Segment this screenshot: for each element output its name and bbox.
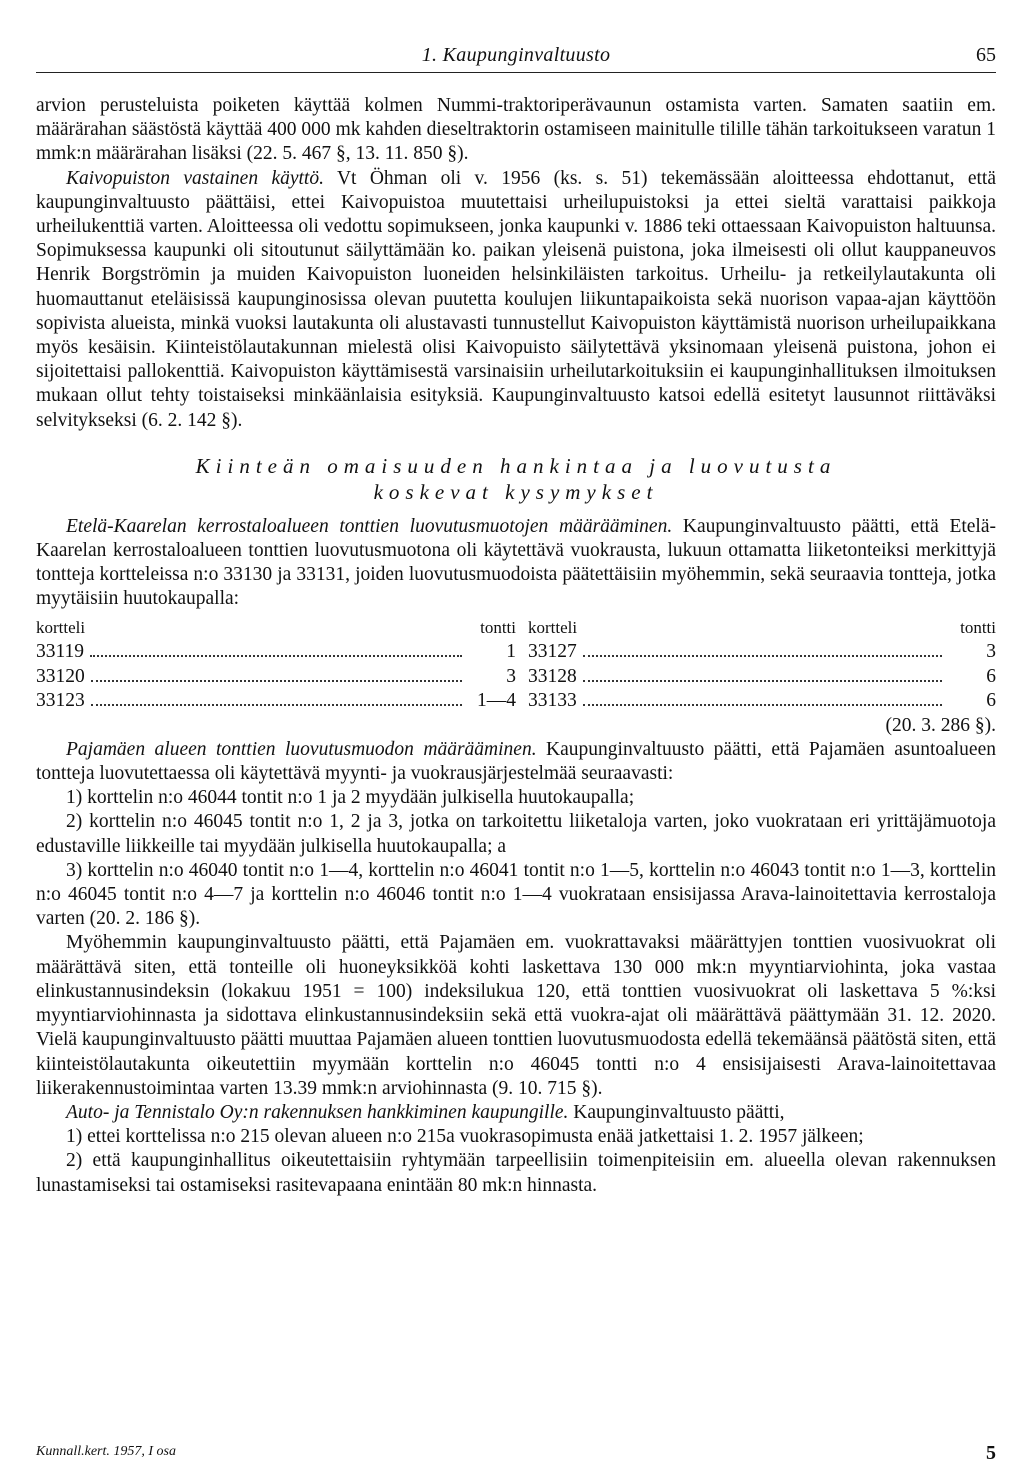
- table-row: [36, 665, 996, 690]
- table-row: [36, 689, 996, 714]
- header-title: 1. Kaupunginvaltuusto: [421, 44, 611, 66]
- kortteli-value: 33119: [36, 641, 85, 663]
- header-rule: [36, 72, 996, 73]
- dot-leader: [583, 680, 942, 682]
- table-cell: [36, 689, 468, 714]
- tontti-value: 1: [506, 641, 516, 663]
- section-heading-line-1: Kiinteän omaisuuden hankintaa ja luovutusta: [195, 453, 837, 478]
- paragraph-title: Etelä-Kaarelan kerrostaloalueen tonttien luovutusmuotojen määrääminen.: [66, 515, 673, 537]
- footer-signature: 5: [986, 1442, 996, 1464]
- running-header: [36, 40, 996, 70]
- body-text: [36, 94, 996, 1198]
- table-header: kortteli: [528, 617, 578, 637]
- paragraph-kaivopuisto: [36, 167, 996, 433]
- dot-leader: [583, 655, 942, 657]
- dot-leader: [91, 680, 462, 682]
- paragraph-tennistalo: [36, 1101, 996, 1125]
- kortteli-value: 33128: [528, 665, 577, 687]
- paragraph-pajamaki: [36, 738, 996, 786]
- footer-source: Kunnall.kert. 1957, I osa: [36, 1444, 176, 1459]
- paragraph-title: Pajamäen alueen tonttien luovutusmuodon määrääminen.: [66, 738, 537, 760]
- lot-table: [36, 616, 996, 714]
- paragraph-text: Vt Öhman oli v. 1956 (ks. s. 51) tekemässään aloitteessa ehdottanut, että kaupunginvaltuusto päättäisi, ettei Kaivopuistoa muutettaisi urheilupuistoksi ja ettei sieltä varattaisi paikkoja urheilukenttiä varten. Aloitteessa oli vedottu sopimukseen, jonka kaupunki v. 1886 teki ottaessaan Kaivopuiston haltuunsa. Sopimuksessa kaupunki oli sitoutunut säilyttämään ko. paikan yleisenä puistona, joka ilmeisesti oli ollut kauppaneuvos Henrik Borgströmin ja muiden Kaivopuiston luoneiden helsinkiläisten tarkoitus. Urheilu- ja retkeilylautakunta oli huomauttanut eteläisissä kaupunginosissa olevan puutetta koulujen liikuntapaikoista sekä nuorison vapaa-ajan käyttöön sopivista alueista, minkä vuoksi lautakunta oli alustavasti tunnustellut Kaivopuiston käyttämistä nuorison urheilupaikkana myös kesäisin. Kiinteistölautakunnan mielestä olisi Kaivopuisto säilytettävä yksinomaan yleisenä puistona, johon ei sijoitettaisi pallokenttiä. Kaivopuiston käyttämisestä varsinaisiin urheilutarkoituksiin ei kaupunginhallituksen ilmoituksen mukaan ollut tehty toistaiseksi minkäänlaisia esityksiä. Kaupunginvaltuusto katsoi edellä esitetyt lausunnot riittäväksi selvitykseksi (6. 2. 142 §).: [36, 167, 996, 431]
- paragraph-title: Auto- ja Tennistalo Oy:n rakennuksen hankkiminen kaupungille.: [66, 1101, 569, 1123]
- list-item: 1) ettei korttelissa n:o 215 olevan alueen n:o 215a vuokrasopimusta enää jatkettaisi 1. 2. 1957 jälkeen;: [66, 1126, 864, 1148]
- kortteli-value: 33123: [36, 690, 85, 712]
- kortteli-value: 33120: [36, 665, 85, 687]
- kortteli-value: 33127: [528, 641, 577, 663]
- kortteli-value: 33133: [528, 690, 577, 712]
- dot-leader: [90, 655, 462, 657]
- table-header: tontti: [480, 617, 516, 637]
- paragraph-etela-kaarela: [36, 515, 996, 612]
- paragraph-text: Kaupunginvaltuusto päätti, että Etelä-Kaarelan kerrostaloalueen tonttien luovutusmuotona oli käytettävä vuokrausta, lukuun ottamatta liiketonteiksi merkittyjä tontteja kortteleissa n:o 33130 ja 33131, joiden luovutusmuodoista päätettäisiin myöhemmin, sekä seuraavia tontteja, jotka myytäisiin huutokaupalla:: [36, 515, 996, 610]
- table-header-row: [36, 616, 996, 641]
- dot-leader: [583, 704, 942, 706]
- page-number: 65: [976, 44, 996, 66]
- tontti-value: 3: [986, 641, 996, 663]
- tontti-value: 1—4: [477, 690, 516, 712]
- table-row: [36, 640, 996, 665]
- table-header: kortteli: [36, 617, 86, 637]
- paragraph-1: arvion perusteluista poiketen käyttää kolmen Nummi-traktoriperävaunun ostamista varten. Samaten saatiin em. määrärahan säästöstä käyttää 400 000 mk kahden dieseltraktorin ostamiseen mainitulle tilille tähän tarkoitukseen varatun 1 mmk:n määrärahan lisäksi (22. 5. 467 §, 13. 11. 850 §).: [36, 95, 996, 165]
- list-item: 2) korttelin n:o 46045 tontit n:o 1, 2 ja 3, jotka on tarkoitettu liiketaloja varten, joko vuokrataan eri yrittäjämuotoja edustaville liikkeille tai myydään julkisella huutokaupalla; a: [36, 811, 996, 857]
- dot-leader: [91, 704, 462, 706]
- table-cell: [516, 665, 948, 690]
- table-reference: (20. 3. 286 §).: [885, 714, 996, 736]
- table-cell: [36, 665, 468, 690]
- page-footer: [36, 1442, 996, 1466]
- tontti-value: 3: [506, 665, 516, 687]
- section-heading-line-2: koskevat kysymykset: [373, 479, 659, 504]
- paragraph-text: Kaupunginvaltuusto päätti, että Pajamäen asuntoalueen tontteja luovutettaessa oli käytettävä myynti- ja vuokrausjärjestelmää seuraavasti:: [36, 738, 996, 785]
- list-item: 3) korttelin n:o 46040 tontit n:o 1—4, korttelin n:o 46041 tontit n:o 1—5, korttelin n:o 46043 tontit n:o 1—3, korttelin n:o 46045 tontit n:o 4—7 ja korttelin n:o 46046 tontit n:o 1—4 vuokrataan ensisijassa Arava-lainoitettavia kerrostaloja varten (20. 2. 186 §).: [36, 859, 996, 930]
- paragraph-title: Kaivopuiston vastainen käyttö.: [66, 167, 324, 189]
- list-item: 2) että kaupunginhallitus oikeutettaisiin ryhtymään tarpeellisiin toimenpiteisiin em. alueella olevan rakennuksen lunastamiseksi tai ostamiseksi rasitevapaana enintään 80 mk:n hinnasta.: [36, 1150, 996, 1196]
- document-page: [36, 0, 996, 1484]
- section-heading: [36, 453, 996, 505]
- list-item: 1) korttelin n:o 46044 tontit n:o 1 ja 2 myydään julkisella huutokaupalla;: [66, 787, 635, 809]
- table-cell: [516, 640, 948, 665]
- table-cell: [36, 640, 468, 665]
- table-cell: [516, 689, 948, 714]
- paragraph-vuokrat: Myöhemmin kaupunginvaltuusto päätti, että Pajamäen em. vuokrattavaksi määrättyjen tonttien vuosivuokrat oli määrättävä siten, että tonteille oli huoneyksikköä kohti laskettava 130 000 mk:n myyntiarviohinta, joka vastaa elinkustannusindeksin (lokakuu 1951 = 100) indeksilukua 120, että tonttien vuosivuokrat oli laskettava 5 %:ksi myyntiarviohinnasta ja sidottava elinkustannusindeksiin sekä että vuokra-ajat oli määrättävä päättymään 31. 12. 2020. Vielä kaupunginvaltuusto päätti muuttaa Pajamäen alueen tonttien luovutusmuodosta edellä tekemäänsä päätöstä siten, että kiinteistölautakunta oikeutettiin myymään korttelin n:o 46045 tontti n:o 4 ensisijaisesti Arava-lainoitettavaa liikerakennustoimintaa varten 13.39 mmk:n arviohinnasta (9. 10. 715 §).: [36, 932, 997, 1099]
- tontti-value: 6: [986, 665, 996, 687]
- tontti-value: 6: [986, 690, 996, 712]
- table-header: tontti: [960, 617, 996, 637]
- paragraph-text: Kaupunginvaltuusto päätti,: [568, 1101, 785, 1123]
